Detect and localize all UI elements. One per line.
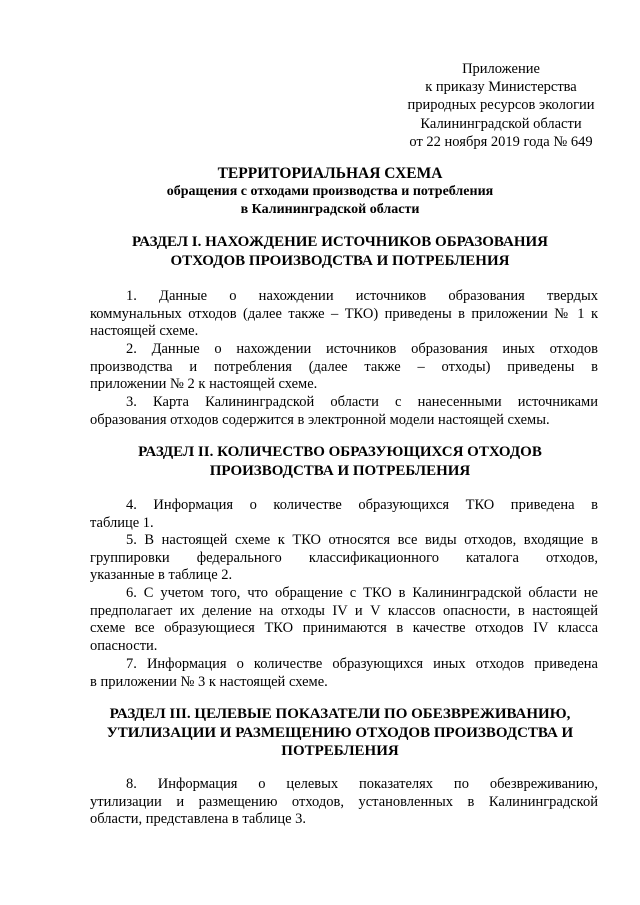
text-line: указанные в таблице 2. [90, 567, 233, 584]
appendix-line: Калининградской области [420, 115, 582, 132]
section-3-heading [80, 705, 600, 761]
appendix-note [392, 60, 610, 151]
text-line: 5. В настоящей схеме к ТКО относятся все виды отходов, входящие в [126, 532, 598, 548]
section-1-heading [80, 233, 600, 270]
paragraph-8 [90, 776, 598, 829]
heading-line: ПРОИЗВОДСТВА И ПОТРЕБЛЕНИЯ [209, 462, 471, 479]
paragraph-6 [90, 585, 598, 655]
paragraph-5 [90, 532, 598, 585]
text-line: производства и потребления (далее также – отходы) приведены в [90, 358, 598, 375]
text-line: таблице 1. [90, 514, 154, 531]
heading-line: УТИЛИЗАЦИИ И РАЗМЕЩЕНИЮ ОТХОДОВ ПРОИЗВОДСТВА И [106, 724, 574, 741]
text-line: образования отходов содержится в электронной модели настоящей схемы. [90, 411, 550, 428]
appendix-line: от 22 ноября 2019 года № 649 [409, 133, 593, 150]
title-line-main: ТЕРРИТОРИАЛЬНАЯ СХЕМА [217, 165, 443, 182]
paragraph-2 [90, 341, 598, 394]
appendix-line: к приказу Министерства [425, 79, 577, 96]
appendix-line: Приложение [462, 61, 540, 77]
text-line: 4. Информация о количестве образующихся ТКО приведена в [126, 497, 598, 513]
heading-line: РАЗДЕЛ III. ЦЕЛЕВЫЕ ПОКАЗАТЕЛИ ПО ОБЕЗВРЕЖИВАНИЮ, [109, 706, 571, 722]
text-line: предполагает их деление на отходы IV и V классов опасности, в настоящей [90, 602, 598, 619]
heading-line: РАЗДЕЛ I. НАХОЖДЕНИЕ ИСТОЧНИКОВ ОБРАЗОВАНИЯ [131, 234, 548, 250]
text-line: группировки федерального классификационного каталога отходов, [90, 549, 598, 566]
text-line: опасности. [90, 637, 158, 654]
text-line: в приложении № 3 к настоящей схеме. [90, 673, 328, 690]
paragraph-3 [90, 394, 598, 429]
text-line: 8. Информация о целевых показателях по обезвреживанию, [126, 776, 598, 792]
text-line: 1. Данные о нахождении источников образования твердых [126, 288, 598, 304]
text-line: утилизации и размещению отходов, установленных в Калининградской [90, 793, 598, 810]
text-line: схеме все образующиеся ТКО принимаются в качестве отходов IV класса [90, 620, 598, 637]
section-2-heading [80, 443, 600, 480]
heading-line: ПОТРЕБЛЕНИЯ [281, 743, 399, 759]
text-line: коммунальных отходов (далее также – ТКО) приведены в приложении № 1 к [90, 305, 598, 322]
title-line-region: в Калининградской области [240, 201, 420, 217]
heading-line: ОТХОДОВ ПРОИЗВОДСТВА И ПОТРЕБЛЕНИЯ [170, 252, 510, 269]
text-line: приложении № 2 к настоящей схеме. [90, 376, 318, 393]
text-line: 6. С учетом того, что обращение с ТКО в Калининградской области не [126, 585, 598, 601]
appendix-line: природных ресурсов экологии [407, 97, 595, 114]
text-line: 3. Карта Калининградской области с нанесенными источниками [126, 394, 598, 410]
text-line: настоящей схеме. [90, 323, 199, 340]
paragraph-7 [90, 656, 598, 691]
heading-line: РАЗДЕЛ II. КОЛИЧЕСТВО ОБРАЗУЮЩИХСЯ ОТХОДОВ [138, 444, 542, 460]
title-line-sub: обращения с отходами производства и потребления [166, 184, 494, 199]
document-title [60, 164, 600, 218]
text-line: 2. Данные о нахождении источников образования иных отходов [126, 341, 598, 357]
paragraph-4 [90, 497, 598, 532]
paragraph-1 [90, 288, 598, 341]
text-line: 7. Информация о количестве образующихся иных отходов приведена [126, 656, 598, 672]
text-line: области, представлена в таблице 3. [90, 811, 307, 828]
